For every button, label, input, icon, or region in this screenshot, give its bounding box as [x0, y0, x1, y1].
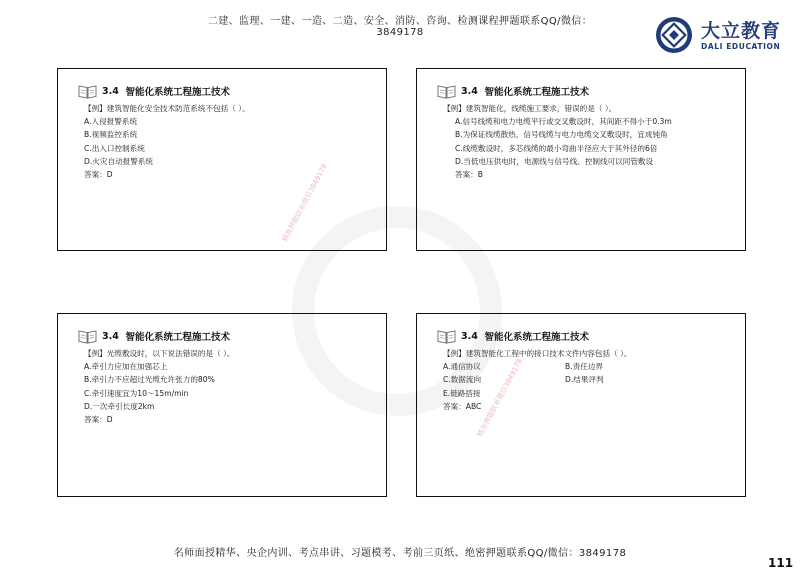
section-number: 3.4: [102, 330, 119, 342]
answer-text: 答案：D: [84, 170, 113, 180]
option-b: B.牵引力不应超过光缆允许张力的80%: [84, 375, 215, 385]
answer-text: 答案：B: [455, 170, 483, 180]
option-a: A.入侵报警系统: [84, 117, 138, 127]
dali-logo: [655, 14, 785, 56]
options-row-2: [443, 373, 739, 386]
slide-panel-4: [416, 313, 746, 497]
option-d: D.当低电压供电时，电源线与信号线、控制线可以同管敷设: [455, 156, 654, 166]
option-c: C.出入口控制系统: [84, 143, 145, 153]
option-a: A.牵引力应加在加强芯上: [84, 362, 168, 372]
book-icon: [437, 84, 456, 99]
panel-title: [78, 81, 230, 101]
option-d: D.结果评判: [565, 375, 604, 385]
dali-logo-badge-icon: [655, 16, 693, 54]
panel-body: [443, 347, 739, 413]
question-text: 【例】光缆敷设时，以下说法错误的是（ ）。: [84, 349, 235, 358]
book-icon: [437, 329, 456, 344]
panel-body: [84, 347, 380, 426]
page-number: 111: [768, 556, 794, 570]
option-d: D.火灾自动报警系统: [84, 156, 154, 166]
question-text: 【例】建筑智能化安全技术防范系统不包括（ ）。: [84, 104, 250, 113]
slide-panel-1: [57, 68, 387, 251]
option-b: B.为保证线缆散热，信号线缆与电力电缆交叉敷设时，宜成钝角: [455, 130, 668, 140]
section-number: 3.4: [461, 85, 478, 97]
option-c: C.数据流向: [443, 375, 482, 385]
panel-title: [78, 326, 230, 346]
option-e: E.链路搭接: [443, 388, 481, 398]
stamp-watermark: 精准押题联系微信3849178: [475, 357, 524, 439]
book-icon: [78, 329, 97, 344]
section-number: 3.4: [461, 330, 478, 342]
logo-english-name: DALI EDUCATION: [701, 42, 781, 51]
option-b: B.责任边界: [565, 362, 603, 372]
panel-body: [84, 102, 380, 181]
question-text: 【例】建筑智能化工程中的接口技术文件内容包括（ ）。: [443, 349, 632, 358]
option-c: C.牵引速度宜为10～15m/min: [84, 388, 189, 398]
question-text: 【例】建筑智能化，线缆施工要求，错误的是（ ）。: [443, 104, 617, 113]
section-title: 智能化系统工程施工技术: [125, 332, 230, 343]
section-title: 智能化系统工程施工技术: [484, 87, 589, 98]
bottom-banner: 名师面授精华、央企内训、考点串讲、习题模考、考前三页纸、绝密押题联系QQ/微信：3849178: [173, 548, 627, 559]
section-title: 智能化系统工程施工技术: [484, 332, 589, 343]
panel-body: [443, 102, 743, 181]
panel-title: [437, 81, 589, 101]
answer-text: 答案：ABC: [443, 401, 482, 411]
section-number: 3.4: [102, 85, 119, 97]
book-icon: [78, 84, 97, 99]
option-b: B.视频监控系统: [84, 130, 138, 140]
option-c: C.线缆敷设时，多芯线缆的最小弯曲半径应大于其外径的6倍: [455, 143, 658, 153]
slide-panel-3: [57, 313, 387, 497]
slide-panel-2: [416, 68, 746, 251]
answer-text: 答案：D: [84, 415, 113, 425]
top-banner: 二建、监理、一建、一造、二造、安全、消防、咨询、检测课程押题联系QQ/微信：3849178: [207, 16, 593, 38]
option-a: A.信号线缆和电力电缆平行或交叉敷设时，其间距不得小于0.3m: [455, 117, 672, 127]
option-a: A.通信协议: [443, 362, 481, 372]
panel-title: [437, 326, 589, 346]
option-d: D.一次牵引长度2km: [84, 401, 155, 411]
options-row-1: [443, 360, 739, 373]
logo-chinese-name: 大立教育: [701, 20, 782, 42]
stamp-watermark: 精准押题联系微信3849178: [280, 162, 329, 244]
section-title: 智能化系统工程施工技术: [125, 87, 230, 98]
